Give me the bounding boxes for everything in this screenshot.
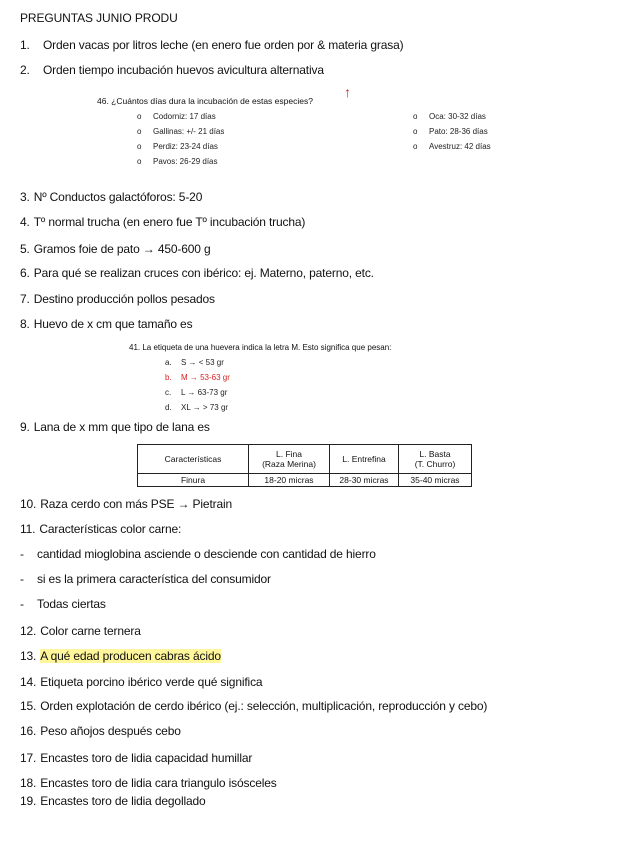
question-1 (20, 38, 404, 52)
bullet-icon: o (137, 157, 142, 166)
bullet-icon: o (413, 112, 418, 121)
question-number: 1. (20, 38, 30, 52)
clip41-option-selected: b. M → 53-63 gr (165, 373, 230, 382)
q11-bullet: - cantidad mioglobina asciende o desciende con cantidad de hierro (20, 547, 376, 561)
question-number: 19. (20, 794, 37, 808)
clip46-right-item: o Avestruz: 42 días (413, 142, 491, 151)
question-number: 14. (20, 675, 37, 689)
question-7 (20, 292, 215, 306)
question-number: 3. (20, 190, 30, 204)
question-text: Encastes toro de lidia capacidad humillar (40, 751, 253, 765)
table-header-row (138, 445, 472, 474)
table-cell: Finura (138, 474, 249, 487)
clip46-left-item: o Codorniz: 17 días (137, 112, 216, 121)
question-text-highlighted: A qué edad producen cabras ácido (40, 649, 221, 663)
question-number: 17. (20, 751, 37, 765)
question-text: Lana de x mm que tipo de lana es (33, 420, 210, 434)
question-4 (20, 215, 305, 229)
question-16 (20, 724, 181, 738)
bullet-icon: o (413, 142, 418, 151)
clip46-left-item: o Pavos: 26-29 días (137, 157, 218, 166)
question-number: 5. (20, 242, 30, 256)
clip46-question: 46. ¿Cuántos días dura la incubación de estas especies? (97, 96, 313, 106)
question-15 (20, 699, 487, 713)
question-number: 12. (20, 624, 37, 638)
question-number: 4. (20, 215, 30, 229)
question-text: Orden vacas por litros leche (en enero fue orden por & materia grasa) (43, 38, 404, 52)
clip46-left-item: o Gallinas: +/- 21 días (137, 127, 225, 136)
question-14 (20, 675, 262, 689)
question-13 (20, 649, 221, 663)
question-6 (20, 266, 374, 280)
clip41-option: a. S → < 53 gr (165, 358, 224, 367)
question-text: Características color carne: (39, 522, 182, 536)
table-header-cell: L. Basta (T. Churro) (399, 445, 472, 474)
document-title: PREGUNTAS JUNIO PRODU (20, 11, 178, 25)
question-text: Para qué se realizan cruces con ibérico: ej. Materno, paterno, etc. (33, 266, 374, 280)
clip46-left-item: o Perdiz: 23-24 días (137, 142, 218, 151)
question-text: Etiqueta porcino ibérico verde qué significa (40, 675, 263, 689)
question-number: 9. (20, 420, 30, 434)
question-11 (20, 522, 181, 536)
q11-bullet: - si es la primera característica del consumidor (20, 572, 271, 586)
question-5 (20, 242, 211, 256)
clip46-right-item: o Pato: 28-36 días (413, 127, 488, 136)
table-cell: 18-20 micras (249, 474, 330, 487)
question-number: 16. (20, 724, 37, 738)
clip41-option: d. XL → > 73 gr (165, 403, 229, 412)
table-row (138, 474, 472, 487)
question-number: 13. (20, 649, 37, 663)
question-text: Peso añojos después cebo (40, 724, 181, 738)
clip41-question: 41. La etiqueta de una huevera indica la letra M. Esto significa que pesan: (129, 343, 392, 352)
bullet-icon: o (413, 127, 418, 136)
question-text: Destino producción pollos pesados (33, 292, 215, 306)
table-header-cell: L. Entrefina (330, 445, 399, 474)
q11-bullet: - Todas ciertas (20, 597, 106, 611)
wool-table (137, 444, 472, 487)
question-number: 18. (20, 776, 37, 790)
question-number: 7. (20, 292, 30, 306)
question-number: 8. (20, 317, 30, 331)
question-8 (20, 317, 192, 331)
question-text: Orden explotación de cerdo ibérico (ej.: selección, multiplicación, reproducción y cebo) (40, 699, 488, 713)
question-2 (20, 63, 324, 77)
question-text: Nº Conductos galactóforos: 5-20 (33, 190, 203, 204)
question-number: 15. (20, 699, 37, 713)
bullet-icon: o (137, 127, 142, 136)
question-text: Huevo de x cm que tamaño es (33, 317, 193, 331)
table-header-cell: L. Fina (Raza Merina) (249, 445, 330, 474)
question-text: Tº normal trucha (en enero fue Tº incubación trucha) (33, 215, 306, 229)
table-cell: 28-30 micras (330, 474, 399, 487)
question-text: Raza cerdo con más PSE → Pietrain (40, 497, 233, 511)
question-number: 6. (20, 266, 30, 280)
bullet-icon: o (137, 112, 142, 121)
question-number: 10. (20, 497, 37, 511)
question-text: Encastes toro de lidia cara triangulo isósceles (40, 776, 277, 790)
question-number: 11. (20, 522, 36, 536)
table-header-cell: Características (138, 445, 249, 474)
question-9 (20, 420, 210, 434)
bullet-icon: o (137, 142, 142, 151)
question-10 (20, 497, 232, 511)
question-12 (20, 624, 141, 638)
question-17 (20, 751, 252, 765)
question-text: Orden tiempo incubación huevos avicultura alternativa (43, 63, 324, 77)
red-arrow-mark: ↑ (344, 84, 351, 100)
question-text: Gramos foie de pato → 450-600 g (33, 242, 211, 256)
question-19 (20, 794, 206, 808)
question-18 (20, 776, 277, 790)
table-cell: 35-40 micras (399, 474, 472, 487)
clip46-right-item: o Oca: 30-32 días (413, 112, 486, 121)
question-text: Color carne ternera (40, 624, 141, 638)
clip41-option: c. L → 63-73 gr (165, 388, 228, 397)
question-3 (20, 190, 202, 204)
question-text: Encastes toro de lidia degollado (40, 794, 206, 808)
question-number: 2. (20, 63, 30, 77)
